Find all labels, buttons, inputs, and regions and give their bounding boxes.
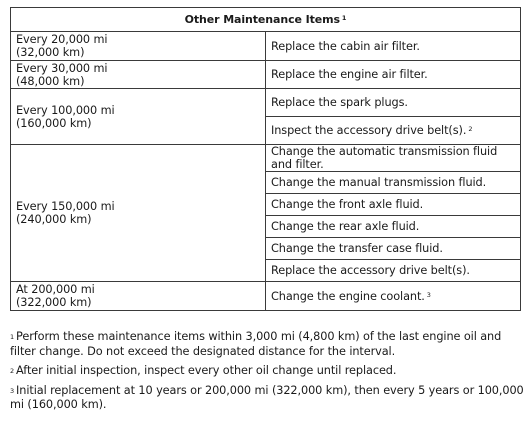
action-cell [266, 61, 521, 89]
interval-miles: At 200,000 mi [16, 283, 95, 296]
action-text: Change the rear axle fluid. [271, 220, 420, 233]
interval-cell [11, 32, 266, 61]
interval-km: (48,000 km) [16, 74, 85, 88]
interval-miles: Every 20,000 mi [16, 33, 108, 46]
interval-km: (240,000 km) [16, 213, 92, 226]
action-cell [266, 238, 521, 260]
footnote-ref: 1 [341, 14, 347, 22]
interval-cell [11, 145, 266, 282]
footnote-ref: 3 [426, 290, 431, 299]
table-title [11, 8, 521, 32]
interval-km: (32,000 km) [16, 46, 85, 59]
action-text: Replace the accessory drive belt(s). [271, 264, 470, 277]
action-cell [266, 282, 521, 311]
table-row [11, 32, 521, 61]
maintenance-table [10, 7, 521, 311]
table-row [11, 145, 521, 172]
action-cell [266, 117, 521, 145]
footnote-mark: 1 [10, 333, 15, 341]
interval-miles: Every 150,000 mi [16, 200, 115, 213]
footnote [10, 384, 525, 413]
interval-miles: Every 30,000 mi [16, 61, 108, 75]
table-row [11, 89, 521, 117]
action-cell [266, 194, 521, 216]
interval-miles: Every 100,000 mi [16, 103, 115, 117]
footnote-mark: 2 [10, 367, 15, 375]
table-row [11, 61, 521, 89]
footnote-text: Initial replacement at 10 years or 200,000 mi (322,000 km), then every 5 years or 100,000 mi (160,000 km). [10, 383, 524, 411]
action-cell [266, 89, 521, 117]
action-text: Replace the cabin air filter. [271, 39, 420, 53]
interval-km: (160,000 km) [16, 116, 92, 130]
footnotes [10, 330, 525, 418]
footnote-ref: 2 [468, 125, 473, 133]
footnote-text: After initial inspection, inspect every other oil change until replaced. [16, 364, 397, 377]
interval-cell [11, 89, 266, 145]
interval-cell [11, 282, 266, 311]
footnote [10, 364, 525, 379]
footnote [10, 330, 525, 359]
action-text: Change the front axle fluid. [271, 198, 424, 211]
table-row [11, 282, 521, 311]
interval-cell [11, 61, 266, 89]
action-cell [266, 260, 521, 282]
footnote-text: Perform these maintenance items within 3,000 mi (4,800 km) of the last engine oil and filter change. Do not exceed the designated distance for the interval. [10, 330, 502, 358]
action-cell [266, 32, 521, 61]
action-text: Replace the engine air filter. [271, 68, 428, 81]
action-cell [266, 145, 521, 172]
action-cell [266, 172, 521, 194]
table-title-text: Other Maintenance Items [184, 13, 340, 26]
action-text: Change the transfer case fluid. [271, 242, 443, 255]
action-text: Inspect the accessory drive belt(s). [271, 124, 467, 137]
action-text: Replace the spark plugs. [271, 96, 408, 109]
table-header-row [11, 8, 521, 32]
interval-km: (322,000 km) [16, 296, 92, 309]
footnote-mark: 3 [10, 386, 15, 395]
action-text: Change the engine coolant. [271, 289, 425, 303]
action-text: Change the automatic transmission fluid and filter. [271, 145, 498, 171]
action-text: Change the manual transmission fluid. [271, 176, 487, 189]
action-cell [266, 216, 521, 238]
